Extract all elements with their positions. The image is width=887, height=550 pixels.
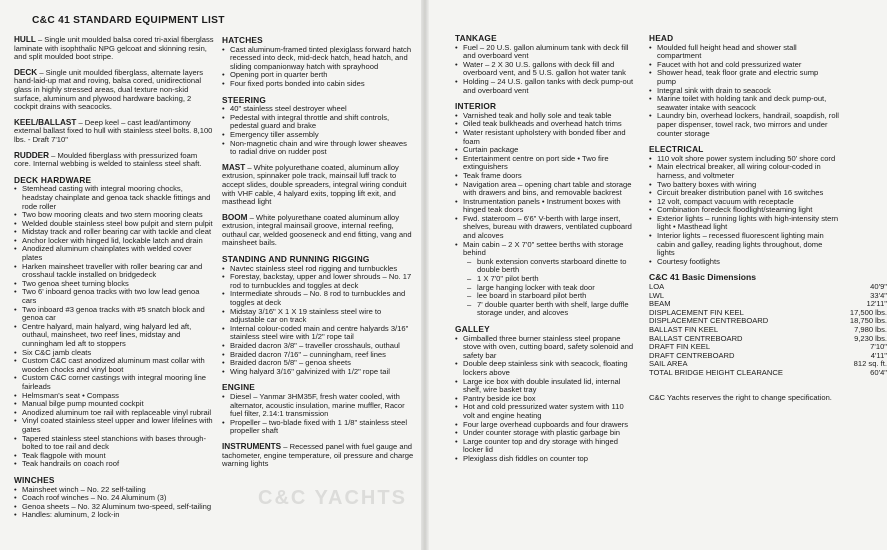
list-tankage bbox=[455, 44, 637, 96]
list-item: • Large ice box with double insulated lid, internal shelf, wire basket tray bbox=[455, 378, 637, 395]
instruments-text: – Recessed panel with fuel gauge and tachometer, engine temperature, oil pressure and charge warning lights bbox=[222, 441, 414, 469]
dimension-label: BEAM bbox=[649, 299, 671, 309]
list-item: • Gimballed three burner stainless steel propane stove with oven, cutting board, safety solenoid and safety bar bbox=[455, 335, 637, 361]
dimension-value: 4'11" bbox=[870, 350, 887, 360]
list-item: • Holding – 24 U.S. gallon tanks with deck pump-out and overboard vent bbox=[455, 78, 637, 95]
list-deck-hardware bbox=[14, 185, 214, 469]
list-item: • Navigation area – opening chart table and storage with drawers and bins, and removable backrest bbox=[455, 181, 637, 198]
section-heading-electrical: ELECTRICAL bbox=[649, 144, 704, 155]
paragraph-instruments bbox=[222, 443, 414, 469]
list-item: • Six C&C jamb cleats bbox=[14, 349, 214, 358]
list-hatches bbox=[222, 46, 414, 89]
section-heading-interior: INTERIOR bbox=[455, 101, 497, 112]
paragraph-heading: BOOM bbox=[222, 212, 248, 222]
dimension-value: 18,750 lbs. bbox=[849, 316, 887, 326]
list-item: • Custom C&C corner castings with integral mooring line fairleads bbox=[14, 374, 214, 391]
list-item: • Varnished teak and holly sole and teak table bbox=[455, 112, 637, 121]
section-heading-hatches: HATCHES bbox=[222, 35, 263, 45]
paragraph-text: – Deep keel – cast lead/antimony external ballast fixed to hull with stainless steel bolts. 8,100 lbs. - Draft 7'10" bbox=[14, 117, 213, 144]
list-item: • Hot and cold pressurized water system with 110 volt and engine heating bbox=[455, 403, 637, 420]
list-item: • Tapered stainless steel stanchions with bases through-bolted to toe rail and deck bbox=[14, 435, 214, 452]
paragraph-heading: HULL bbox=[14, 35, 36, 44]
section-heading-rigging: STANDING AND RUNNING RIGGING bbox=[222, 254, 370, 265]
list-item: • Exterior lights – running lights with high-intensity stern light • Masthead light bbox=[649, 215, 839, 232]
list-item: • Marine toilet with holding tank and deck pump-out, seawater intake with seacock bbox=[649, 95, 839, 112]
list-item: • Forestay, backstay, upper and lower shrouds – No. 17 rod to turnbuckles and toggles at deck bbox=[222, 273, 414, 290]
list-item: • Genoa sheets – No. 32 Aluminum two-speed, self-tailing bbox=[14, 503, 214, 512]
list-item: • Double deep stainless sink with seacock, floating lockers above bbox=[455, 360, 637, 377]
paragraph-text: – White polyurethane coated aluminum alloy extrusion, integral mainsail groove, internal reefing, outhaul car, welded gooseneck and end fitting, vang and mainsheet bails. bbox=[222, 212, 412, 248]
page-fold bbox=[421, 0, 429, 550]
list-item: • Shower head, teak floor grate and electric sump pump bbox=[649, 69, 839, 86]
section-heading-galley: GALLEY bbox=[455, 324, 490, 334]
list-item: • Welded double stainless steel bow pulpit and stern pulpit bbox=[14, 220, 214, 229]
list-item: • Moulded full height head and shower stall compartment bbox=[649, 44, 839, 61]
section-heading-engine: ENGINE bbox=[222, 382, 256, 393]
list-item: • Centre halyard, main halyard, wing halyard led aft, outhaul, mainsheet, two reef lines, midstay and cunningham led aft to stoppers bbox=[14, 323, 214, 349]
list-item: • Pantry beside ice box bbox=[455, 395, 637, 404]
list-item: • Two inboard #3 genoa tracks with #5 snatch block and genoa car bbox=[14, 306, 214, 323]
dimension-row bbox=[649, 292, 887, 301]
section-heading-steering: STEERING bbox=[222, 94, 267, 105]
list-item: • Mainsheet winch – No. 22 self-tailing bbox=[14, 486, 214, 495]
list-item: • Four large overhead cupboards and four drawers bbox=[455, 421, 637, 430]
list-subitem: – bunk extension converts starboard dinette to double berth bbox=[455, 258, 637, 275]
list-item: • Anchor locker with hinged lid, lockable latch and drain bbox=[14, 237, 214, 246]
dimension-label: BALLAST FIN KEEL bbox=[649, 325, 719, 334]
paragraph-heading: MAST bbox=[222, 162, 246, 172]
paragraph-boom bbox=[222, 214, 414, 248]
list-item: • Navtec stainless steel rod rigging and turnbuckles bbox=[222, 265, 414, 274]
list-item: • Combination foredeck floodlight/steaming light bbox=[649, 206, 839, 215]
instruments-heading: INSTRUMENTS bbox=[222, 441, 282, 451]
list-item: • Integral sink with drain to seacock bbox=[649, 87, 839, 96]
paragraph-keel-ballast bbox=[14, 119, 214, 145]
list-item: • Main electrical breaker, all wiring colour-coded in harness, and voltmeter bbox=[649, 163, 839, 180]
list-item: • Pedestal with integral throttle and shift controls, pedestal guard and brake bbox=[222, 114, 414, 131]
dimension-label: LOA bbox=[649, 282, 665, 292]
list-galley bbox=[455, 335, 637, 464]
list-item: • Wing halyard 3/16" galvinized with 1/2" rope tail bbox=[222, 368, 414, 377]
list-item: • Two bow mooring cleats and two stern mooring cleats bbox=[14, 211, 214, 220]
list-item: • Midstay track and roller bearing car with tackle and cleat bbox=[14, 228, 214, 237]
list-item: • Propeller – two-blade fixed with 1 1/8" stainless steel propeller shaft bbox=[222, 419, 414, 436]
list-engine bbox=[222, 393, 414, 436]
dimension-value: 33'4" bbox=[870, 290, 887, 300]
list-item: • Harken mainsheet traveller with roller bearing car and crosshaul tackle installed on bridgedeck bbox=[14, 263, 214, 280]
column-hull-deck bbox=[14, 36, 214, 527]
dimension-label: DISPLACEMENT CENTREBOARD bbox=[649, 316, 769, 326]
dimension-value: 7'10" bbox=[870, 342, 887, 352]
dimension-value: 12'11" bbox=[866, 299, 887, 309]
list-item: • Manual bilge pump mounted cockpit bbox=[14, 400, 214, 409]
list-subitem: – 1 X 7'0" pilot berth bbox=[455, 275, 637, 284]
list-item: • Laundry bin, overhead lockers, handrail, soapdish, roll paper dispenser, towel rack, two mirrors and under counter storage bbox=[649, 112, 839, 138]
specification-note: C&C Yachts reserves the right to change specification. bbox=[649, 392, 832, 402]
dimension-value: 17,500 lbs. bbox=[849, 307, 887, 317]
list-winches bbox=[14, 486, 214, 520]
paragraph-text: – White polyurethane coated, aluminum alloy extrusion, spinnaker pole track, mainsail luff track to accept slides, double spreaders, integral wiring conduit with VHF cable, 4 halyard exits, topping lift exit, and masthead light bbox=[222, 162, 407, 207]
dimension-label: DRAFT CENTREBOARD bbox=[649, 350, 735, 360]
list-item: • Courtesy footlights bbox=[649, 258, 839, 267]
list-item: • Stemhead casting with integral mooring chocks, headstay chainplate and genoa tack shackle fittings and rode roller bbox=[14, 185, 214, 211]
list-item: • Plexiglass dish fiddles on counter top bbox=[455, 455, 637, 464]
paragraph-heading: KEEL/BALLAST bbox=[14, 117, 77, 127]
list-item: • Two battery boxes with wiring bbox=[649, 181, 839, 190]
list-item: • 110 volt shore power system including 50' shore cord bbox=[649, 155, 839, 164]
section-heading-head: HEAD bbox=[649, 33, 674, 43]
dimension-label: DISPLACEMENT FIN KEEL bbox=[649, 307, 744, 317]
dimension-value: 40'9" bbox=[870, 282, 887, 292]
list-item: • Braided dacron 7/16" – cunningham, reef lines bbox=[222, 351, 414, 360]
list-head bbox=[649, 44, 839, 139]
list-item: • Two 6' inboard genoa tracks with two low lead genoa cars bbox=[14, 288, 214, 305]
list-item: • Opening port in quarter berth bbox=[222, 71, 414, 80]
column-head-electrical bbox=[649, 33, 887, 402]
list-item: • Braided dacron 5/8" – genoa sheets bbox=[222, 359, 414, 368]
list-item: • Water resistant upholstery with bonded fiber and foam bbox=[455, 129, 637, 146]
section-heading-winches: WINCHES bbox=[14, 474, 55, 485]
dimension-label: BALLAST CENTREBOARD bbox=[649, 333, 743, 343]
list-item: • Midstay 3/16" X 1 X 19 stainless steel wire to adjustable car on track bbox=[222, 308, 414, 325]
list-item: • Custom C&C cast anodized aluminum mast collar with wooden chocks and vinyl boot bbox=[14, 357, 214, 374]
paragraph-deck bbox=[14, 69, 214, 112]
list-item: • Under counter storage with plastic garbage bin bbox=[455, 429, 637, 438]
dimension-label: LWL bbox=[649, 290, 665, 300]
list-item: • Entertainment centre on port side • Two fire extinguishers bbox=[455, 155, 637, 172]
list-item: • Handles: aluminum, 2 lock-in bbox=[14, 511, 214, 520]
list-item: • Fuel – 20 U.S. gallon aluminum tank with deck fill and overboard vent bbox=[455, 44, 637, 61]
list-electrical bbox=[649, 155, 839, 267]
paragraph-text: – Single unit moulded fiberglass, alternate layers hand-laid-up mat and roving, balsa cored, unidirectional glass in highly stressed areas, dual texture non-skid surface, aluminum and plywood hardware backing, 2 cockpit drains with seacocks. bbox=[14, 67, 204, 112]
column-hatches-engine bbox=[222, 36, 414, 476]
list-item: • Anodized aluminum toe rail with replaceable vinyl rubrail bbox=[14, 409, 214, 418]
dimension-label: TOTAL BRIDGE HEIGHT CLEARANCE bbox=[649, 367, 783, 377]
dimension-value: 60'4" bbox=[870, 367, 887, 377]
list-item: • Anodized aluminum chainplates with welded cover plates bbox=[14, 245, 214, 262]
list-item: • Oiled teak bulkheads and overhead hatch trims bbox=[455, 120, 637, 129]
list-item: • Emergency tiller assembly bbox=[222, 131, 414, 140]
paragraph-rudder bbox=[14, 152, 214, 169]
list-item: • Diesel – Yanmar 3HM35F, fresh water cooled, with alternator, acoustic insulation, marine muffler, Racor fuel filter, 2.14:1 transmission bbox=[222, 393, 414, 419]
watermark: C&C YACHTS bbox=[258, 487, 407, 509]
dimension-row bbox=[649, 369, 887, 378]
list-item: • Instrumentation panels • Instrument boxes with hinged teak doors bbox=[455, 198, 637, 215]
list-item: • Main cabin – 2 X 7'0" settee berths with storage behind bbox=[455, 241, 637, 258]
paragraph-text: – Moulded fiberglass with pressurized foam core. Internal webbing is welded to stainless steel shaft. bbox=[14, 150, 202, 169]
dimension-value: 812 sq. ft. bbox=[853, 359, 887, 369]
list-item: • Teak flagpole with mount bbox=[14, 452, 214, 461]
list-item: • Non-magnetic chain and wire through lower sheaves to radial drive on rudder post bbox=[222, 140, 414, 157]
dimension-value: 9,230 lbs. bbox=[854, 333, 887, 343]
list-item: • Circuit breaker distribution panel with 16 switches bbox=[649, 189, 839, 198]
list-subitem: – large hanging locker with teak door bbox=[455, 284, 637, 293]
list-item: • Internal colour-coded main and centre halyards 3/16" stainless steel wire with 1/2" rope tail bbox=[222, 325, 414, 342]
list-item: • Large counter top and dry storage with hinged locker lid bbox=[455, 438, 637, 455]
list-subitem: – 7' double quarter berth with shelf, large duffle storage under, and alcoves bbox=[455, 301, 637, 318]
list-interior bbox=[455, 112, 637, 318]
list-item: • Cast aluminum-framed tinted plexiglass forward hatch recessed into deck, mid-deck hatch, head hatch, and sliding companionway hatch with sprayhood bbox=[222, 46, 414, 72]
list-item: • 40" stainless steel destroyer wheel bbox=[222, 105, 414, 114]
list-item: • Four fixed ports bonded into cabin sides bbox=[222, 80, 414, 89]
basic-dimensions-table bbox=[649, 273, 887, 377]
dimension-label: DRAFT FIN KEEL bbox=[649, 342, 711, 352]
list-item: • 12 volt, compact vacuum with receptacle bbox=[649, 198, 839, 207]
list-steering bbox=[222, 105, 414, 157]
paragraph-text: – Single unit moulded balsa cored tri-axial fiberglass laminate with isophthalic NPG gelcoat and skinning resin, and split moulded boot stripe. bbox=[14, 35, 214, 62]
dimension-row bbox=[649, 283, 887, 292]
list-item: • Helmsman's seat • Compass bbox=[14, 392, 214, 401]
list-item: • Two genoa sheet turning blocks bbox=[14, 280, 214, 289]
list-item: • Teak frame doors bbox=[455, 172, 637, 181]
list-item: • Curtain package bbox=[455, 146, 637, 155]
paragraph-heading: DECK bbox=[14, 67, 38, 77]
list-item: • Intermediate shrouds – No. 8 rod to turnbuckles and toggles at deck bbox=[222, 290, 414, 307]
section-heading-tankage: TANKAGE bbox=[455, 33, 497, 43]
list-item: • Fwd. stateroom – 6'6" V-berth with large insert, shelves, bureau with drawers, ventilated cupboard and alcoves bbox=[455, 215, 637, 241]
column-tankage-galley bbox=[455, 34, 637, 471]
list-item: • Coach roof winches – No. 24 Aluminum (3) bbox=[14, 494, 214, 503]
list-item: • Interior lights – recessed fluorescent lighting main cabin and galley, reading lights throughout, dome lights bbox=[649, 232, 839, 258]
list-item: • Faucet with hot and cold pressurized water bbox=[649, 61, 839, 70]
list-item: • Braided dacron 3/8" – traveller crosshauls, outhaul bbox=[222, 342, 414, 351]
section-heading-deck-hardware: DECK HARDWARE bbox=[14, 174, 92, 185]
list-subitem: – lee board in starboard pilot berth bbox=[455, 292, 637, 301]
paragraph-hull bbox=[14, 36, 214, 62]
list-item: • Teak handrails on coach roof bbox=[14, 460, 214, 469]
dimensions-title: C&C 41 Basic Dimensions bbox=[649, 272, 756, 283]
paragraph-heading: RUDDER bbox=[14, 150, 50, 160]
list-item: • Water – 2 X 30 U.S. gallons with deck fill and overboard vent, and 5 U.S. gallon hot water tank bbox=[455, 61, 637, 78]
paragraph-mast bbox=[222, 164, 414, 207]
dimension-label: SAIL AREA bbox=[649, 359, 688, 369]
dimension-value: 7,980 lbs. bbox=[854, 325, 887, 334]
document-title: C&C 41 STANDARD EQUIPMENT LIST bbox=[32, 15, 225, 26]
list-item: • Vinyl coated stainless steel upper and lower lifelines with gates bbox=[14, 417, 214, 434]
list-rigging bbox=[222, 265, 414, 377]
